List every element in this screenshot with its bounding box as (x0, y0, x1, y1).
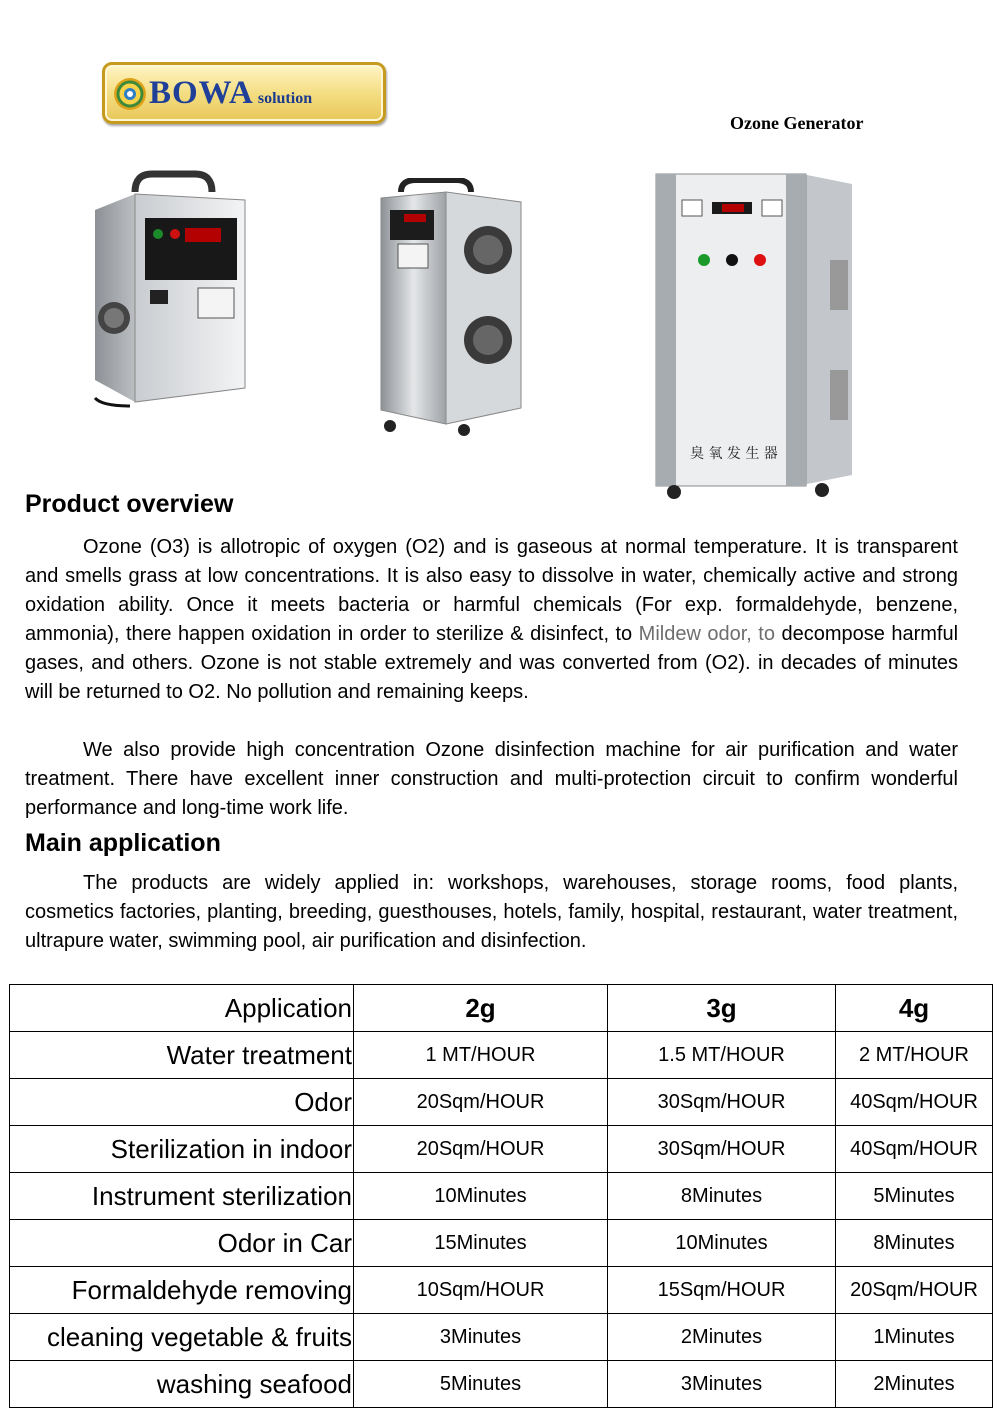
table-row-label: Sterilization in indoor (10, 1126, 354, 1173)
table-row (10, 1173, 993, 1220)
table-cell: 5Minutes (836, 1173, 993, 1220)
sun-emblem-icon (113, 77, 147, 111)
table-cell: 40Sqm/HOUR (836, 1126, 993, 1173)
logo-brand: BOWA (149, 75, 254, 111)
table-row-label: washing seafood (10, 1361, 354, 1408)
application-spec-table (9, 984, 993, 1408)
ozone-generator-small-image (90, 170, 250, 415)
table-row-label: Odor in Car (10, 1220, 354, 1267)
table-row-label: cleaning vegetable & fruits (10, 1314, 354, 1361)
table-cell: 3Minutes (608, 1361, 836, 1408)
table-cell: 1 MT/HOUR (354, 1032, 608, 1079)
table-cell: 40Sqm/HOUR (836, 1079, 993, 1126)
table-cell: 10Minutes (354, 1173, 608, 1220)
overview-paragraph-2: We also provide high concentration Ozone disinfection machine for air purification and water treatment. There have excellent inner construction and multi-protection circuit to confirm wonderful performance and long-time work life. (25, 739, 958, 819)
table-row (10, 1220, 993, 1267)
ozone-generator-cabinet-image (652, 160, 862, 505)
table-cell: 1Minutes (836, 1314, 993, 1361)
table-cell: 20Sqm/HOUR (354, 1126, 608, 1173)
table-header-row (10, 985, 993, 1032)
table-row (10, 1267, 993, 1314)
table-cell: 2 MT/HOUR (836, 1032, 993, 1079)
table-row (10, 1079, 993, 1126)
table-cell: 15Minutes (354, 1220, 608, 1267)
table-row (10, 1361, 993, 1408)
table-header-cell: 4g (836, 985, 993, 1032)
overview-paragraph-1 (25, 533, 958, 707)
overview-text: Ozone (O3) is allotropic of oxygen (O2) and is gaseous at normal temperature. It is transparent and smells grass at low concentrations. It is also easy to dissolve in water, chemically active and strong oxidation ability. Once it meets bacteria or harmful chemicals (For exp. formaldehyde, benzene, ammonia), there happen oxidation in order to sterilize & disinfect, to (25, 536, 958, 645)
application-paragraph: The products are widely applied in: workshops, warehouses, storage rooms, food plants, cosmetics factories, planting, breeding, guesthouses, hotels, family, hospital, restaurant, water treatment, ultrapure water, swimming pool, air purification and disinfection. (25, 872, 958, 952)
application-heading: Main application (25, 829, 221, 857)
logo-text (149, 75, 312, 112)
table-cell: 15Sqm/HOUR (608, 1267, 836, 1314)
table-cell: 8Minutes (608, 1173, 836, 1220)
highlighted-phrase: Mildew odor, to (638, 623, 775, 645)
table-cell: 30Sqm/HOUR (608, 1126, 836, 1173)
table-cell: 3Minutes (354, 1314, 608, 1361)
ozone-generator-medium-image (376, 178, 526, 438)
table-cell: 5Minutes (354, 1361, 608, 1408)
table-cell: 10Sqm/HOUR (354, 1267, 608, 1314)
table-row-label: Water treatment (10, 1032, 354, 1079)
brand-logo (102, 62, 386, 124)
table-cell: 2Minutes (836, 1361, 993, 1408)
logo-suffix: solution (257, 90, 313, 107)
table-cell: 10Minutes (608, 1220, 836, 1267)
overview-text-continued: decompose harmful gases, and others. Ozone is not stable extremely and was converted from (O2). in decades of minutes will be returned to O2. No pollution and remaining keeps. (25, 623, 959, 703)
table-cell: 30Sqm/HOUR (608, 1079, 836, 1126)
overview-heading: Product overview (25, 490, 234, 518)
table-cell: 20Sqm/HOUR (354, 1079, 608, 1126)
table-row-label: Instrument sterilization (10, 1173, 354, 1220)
table-header-cell: Application (10, 985, 354, 1032)
panel-characters: 臭 氧 发 生 器 (690, 446, 778, 462)
table-header-cell: 2g (354, 985, 608, 1032)
table-header-cell: 3g (608, 985, 836, 1032)
page-title: Ozone Generator (730, 113, 864, 133)
table-cell: 8Minutes (836, 1220, 993, 1267)
table-row (10, 1314, 993, 1361)
table-cell: 2Minutes (608, 1314, 836, 1361)
table-row-label: Formaldehyde removing (10, 1267, 354, 1314)
table-row (10, 1126, 993, 1173)
table-cell: 1.5 MT/HOUR (608, 1032, 836, 1079)
table-row-label: Odor (10, 1079, 354, 1126)
table-row (10, 1032, 993, 1079)
table-cell: 20Sqm/HOUR (836, 1267, 993, 1314)
